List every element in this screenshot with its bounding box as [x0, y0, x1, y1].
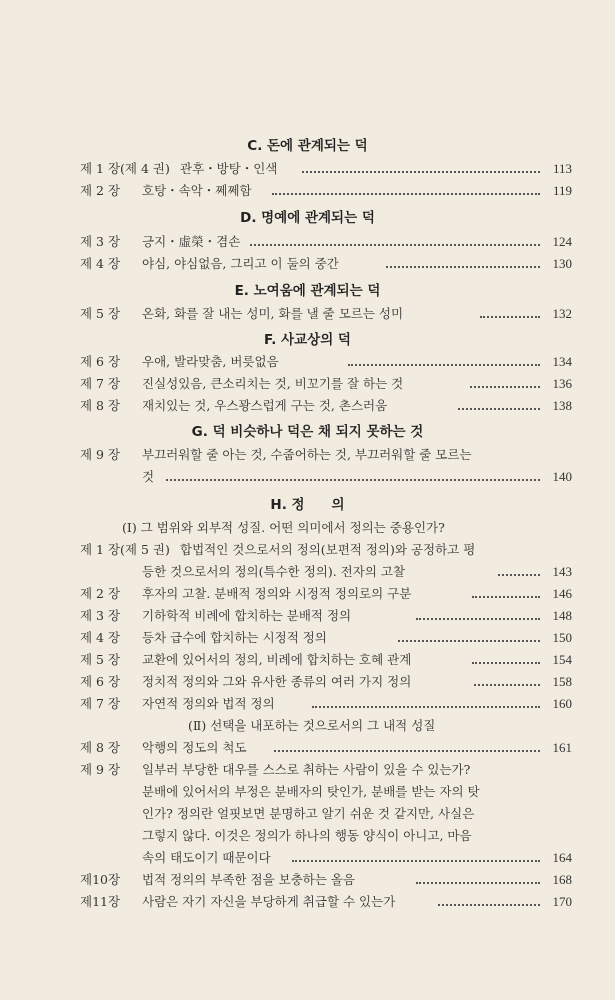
leader-dots: [398, 640, 540, 642]
chapter-number: 제 7 장: [80, 376, 121, 391]
toc-entry: [80, 605, 572, 627]
section-heading: F. 사교상의 덕: [264, 332, 351, 348]
chapter-number: 제 3 장: [80, 234, 121, 249]
toc-entry: [80, 671, 572, 693]
page-number: 113: [552, 161, 572, 176]
chapter-number: 제 2 장: [80, 586, 121, 601]
chapter-title: 재치있는 것, 우스꽝스럽게 구는 것, 촌스러움: [142, 398, 388, 413]
chapter-title: 호탕・속악・쩨쩨함: [142, 183, 252, 198]
chapter-title-cont: 것: [142, 469, 155, 484]
chapter-number: 제 4 장: [80, 630, 121, 645]
chapter-number: 제 4 장: [80, 256, 121, 271]
page-number: 161: [552, 740, 572, 755]
chapter-title: 자연적 정의와 법적 정의: [142, 696, 275, 711]
toc-entry: [80, 759, 572, 781]
chapter-title: 야심, 야심없음, 그리고 이 둘의 중간: [142, 256, 339, 271]
chapter-title: 기하학적 비례에 합치하는 분배적 정의: [142, 608, 352, 623]
page-number: 134: [552, 354, 572, 369]
chapter-number: 제 8 장: [80, 398, 121, 413]
chapter-title: 관후・방탕・인색: [180, 161, 278, 176]
page-number: 160: [552, 696, 572, 711]
section-heading: E. 노여움에 관계되는 덕: [234, 283, 381, 299]
page-number: 150: [552, 630, 572, 645]
chapter-title: 합법적인 것으로서의 정의(보편적 정의)와 공정하고 평: [180, 542, 476, 557]
page-number: 143: [552, 564, 572, 579]
chapter-title: 온화, 화를 잘 내는 성미, 화를 낼 줄 모르는 성미: [142, 306, 404, 321]
chapter-title: 사람은 자기 자신을 부당하게 취급할 수 있는가: [142, 894, 396, 909]
chapter-number: 제 2 장: [80, 183, 121, 198]
page-number: 164: [552, 850, 572, 865]
page-number: 130: [552, 256, 572, 271]
page-number: 148: [552, 608, 572, 623]
toc-entry: [80, 253, 572, 275]
toc-entry: [80, 737, 572, 759]
toc-entry: [80, 693, 572, 715]
page-number: 170: [552, 894, 572, 909]
section-heading: H. 정 의: [270, 497, 345, 513]
toc-entry: [80, 649, 572, 671]
toc-entry-continuation: [80, 466, 572, 488]
toc-entry: [80, 539, 572, 561]
chapter-number: 제 6 장: [80, 674, 121, 689]
toc-entry-continuation: [80, 847, 572, 869]
chapter-number: 제 8 장: [80, 740, 121, 755]
page-number: 132: [552, 306, 572, 321]
subsection-heading: (Ⅱ) 선택을 내포하는 것으로서의 그 내적 성질: [188, 718, 436, 733]
toc-entry: [80, 351, 572, 373]
leader-dots: [312, 706, 540, 708]
chapter-number: 제 9 장: [80, 447, 121, 462]
page-number: 136: [552, 376, 572, 391]
leader-dots: [274, 750, 540, 752]
chapter-number: 제 5 장: [80, 652, 121, 667]
page-number: 119: [552, 183, 572, 198]
toc-entry: [80, 231, 572, 253]
chapter-title: 정치적 정의와 그와 유사한 종류의 여러 가지 정의: [142, 674, 412, 689]
subsection-heading: (Ⅰ) 그 범위와 외부적 성질. 어떤 의미에서 정의는 중용인가?: [122, 520, 445, 535]
leader-dots: [472, 596, 540, 598]
leader-dots: [386, 266, 540, 268]
toc-entry: [80, 444, 572, 466]
toc-entry: [80, 180, 572, 202]
leader-dots: [250, 244, 540, 246]
leader-dots: [498, 574, 540, 576]
chapter-number: 제 6 장: [80, 354, 121, 369]
chapter-title: 후자의 고찰. 분배적 정의와 시정적 정의로의 구분: [142, 586, 412, 601]
chapter-title: 긍지・虛榮・겸손: [142, 234, 241, 249]
toc-entry: [80, 627, 572, 649]
toc-entry: [80, 373, 572, 395]
page-number: 146: [552, 586, 572, 601]
page-number: 140: [552, 469, 572, 484]
chapter-number: 제 5 장: [80, 306, 121, 321]
leader-dots: [480, 316, 540, 318]
toc-entry: [80, 303, 572, 325]
leader-dots: [472, 662, 540, 664]
page-number: 158: [552, 674, 572, 689]
section-heading: D. 명예에 관계되는 덕: [240, 210, 375, 226]
toc-entry: [80, 158, 572, 180]
leader-dots: [302, 171, 540, 173]
chapter-number: 제11장: [80, 894, 121, 909]
chapter-number: 제 1 장(제 5 권): [80, 542, 170, 557]
chapter-title-cont: 등한 것으로서의 정의(특수한 정의). 전자의 고찰: [142, 564, 406, 579]
leader-dots: [292, 860, 540, 862]
chapter-title: 등차 급수에 합치하는 시정적 정의: [142, 630, 327, 645]
leader-dots: [470, 386, 540, 388]
section-heading: G. 덕 비슷하나 덕은 채 되지 못하는 것: [191, 424, 424, 440]
chapter-number: 제 3 장: [80, 608, 121, 623]
chapter-title-cont: 인가? 정의란 얼핏보면 분명하고 알기 쉬운 것 같지만, 사실은: [142, 806, 475, 821]
chapter-number: 제10장: [80, 872, 121, 887]
page-number: 154: [552, 652, 572, 667]
leader-dots: [438, 904, 540, 906]
page-number: 168: [552, 872, 572, 887]
chapter-title-cont: 그렇지 않다. 이것은 정의가 하나의 행동 양식이 아니고, 마음: [142, 828, 472, 843]
leader-dots: [416, 882, 540, 884]
chapter-title: 악행의 정도의 척도: [142, 740, 247, 755]
chapter-title: 일부러 부당한 대우를 스스로 취하는 사람이 있을 수 있는가?: [142, 762, 471, 777]
toc-entry: [80, 869, 572, 891]
chapter-number: 제 9 장: [80, 762, 121, 777]
page-number: 138: [552, 398, 572, 413]
section-heading: C. 돈에 관계되는 덕: [247, 138, 368, 154]
chapter-number: 제 7 장: [80, 696, 121, 711]
chapter-title-cont: 속의 태도이기 때문이다: [142, 850, 271, 865]
leader-dots: [272, 193, 540, 195]
chapter-title: 부끄러워할 줄 아는 것, 수줍어하는 것, 부끄러워할 줄 모르는: [142, 447, 472, 462]
chapter-title-cont: 분배에 있어서의 부정은 분배자의 탓인가, 분배를 받는 자의 탓: [142, 784, 480, 799]
leader-dots: [348, 364, 540, 366]
chapter-title: 우애, 발라맞춤, 버릇없음: [142, 354, 279, 369]
leader-dots: [458, 408, 540, 410]
toc-entry: [80, 395, 572, 417]
leader-dots: [416, 618, 540, 620]
toc-entry-continuation: [80, 561, 572, 583]
chapter-title: 진실성있음, 큰소리치는 것, 비꼬기를 잘 하는 것: [142, 376, 404, 391]
toc-entry: [80, 583, 572, 605]
page-number: 124: [552, 234, 572, 249]
chapter-number: 제 1 장(제 4 권): [80, 161, 170, 176]
toc-entry: [80, 891, 572, 913]
leader-dots: [166, 479, 540, 481]
chapter-title: 법적 정의의 부족한 점을 보충하는 올음: [142, 872, 356, 887]
chapter-title: 교환에 있어서의 정의, 비례에 합치하는 호혜 관계: [142, 652, 412, 667]
leader-dots: [474, 684, 540, 686]
